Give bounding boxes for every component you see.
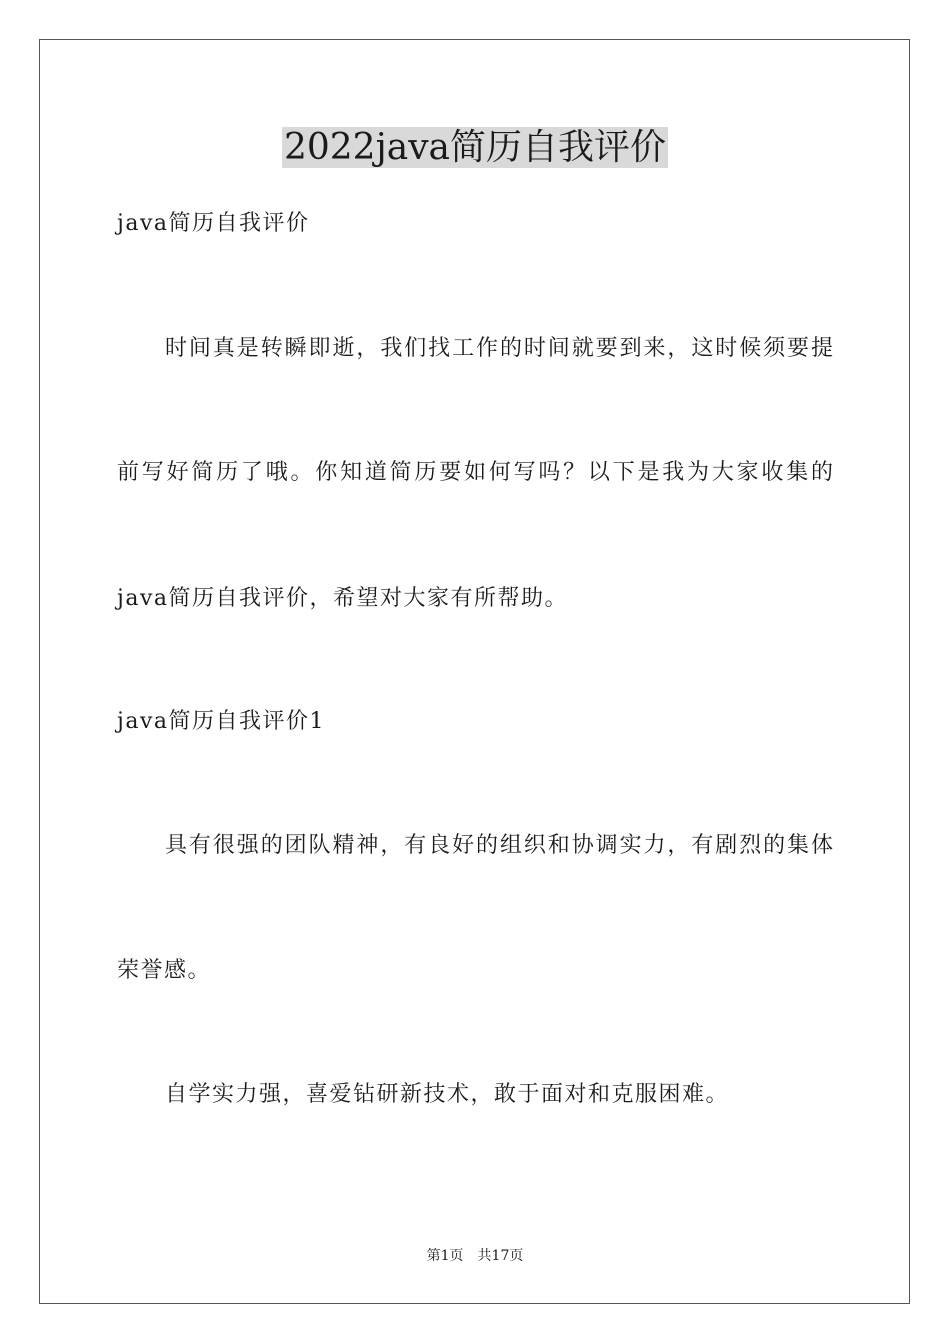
page-number: 第1页	[426, 1248, 464, 1264]
paragraph-2: 自学实力强，喜爱钻研新技术，敢于面对和克服困难。	[165, 1082, 730, 1107]
section-heading: java简历自我评价1	[117, 709, 325, 734]
page-total: 共17页	[477, 1248, 524, 1264]
intro-line-1: 时间真是转瞬即逝，我们找工作的时间就要到来，这时候须要提	[165, 336, 833, 361]
intro-line-2: 前写好简历了哦。你知道简历要如何写吗？以下是我为大家收集的	[117, 460, 833, 485]
page-footer	[0, 1246, 950, 1266]
document-title-text: 2022java简历自我评价	[283, 127, 667, 168]
paragraph-1-line-2: 荣誉感。	[117, 958, 212, 983]
paragraph-1-line-1: 具有很强的团队精神，有良好的组织和协调实力，有剧烈的集体	[165, 833, 833, 858]
document-title	[0, 124, 950, 172]
subtitle: java简历自我评价	[117, 211, 310, 236]
intro-line-3: java简历自我评价，希望对大家有所帮助。	[117, 586, 568, 611]
